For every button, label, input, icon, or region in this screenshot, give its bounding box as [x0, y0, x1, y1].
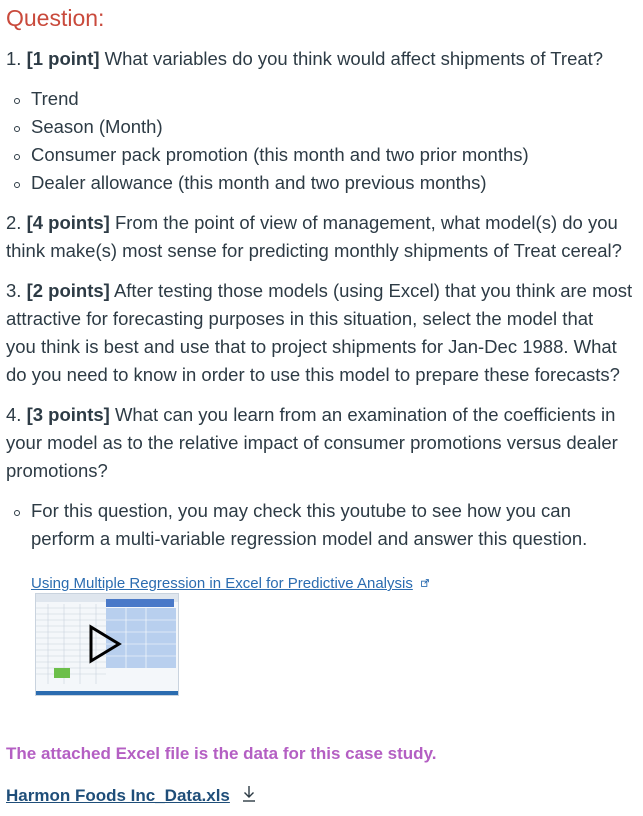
- video-thumbnail[interactable]: [35, 593, 179, 696]
- q4-bullet-text: For this question, you may check this youtube to see how you can: [31, 500, 571, 521]
- list-item: Dealer allowance (this month and two previous months): [6, 169, 636, 197]
- q4-text: What can you learn from an examination of the coefficients in: [114, 404, 616, 425]
- q3-number: 3.: [6, 280, 22, 301]
- question-3: [6, 277, 638, 389]
- video-link-row: [6, 568, 429, 596]
- question-heading: Question:: [6, 5, 105, 31]
- q1-points: [1 point]: [26, 48, 100, 69]
- play-icon: [88, 624, 122, 664]
- question-2: [6, 209, 638, 265]
- q2-number: 2.: [6, 212, 22, 233]
- q3-text-cont: you think is best and use that to project shipments for Jan-Dec 1988. What: [6, 336, 617, 357]
- q3-text: After testing those models (using Excel) that you think are most: [113, 280, 633, 301]
- q1-bullet-list: [6, 85, 636, 197]
- q1-text: What variables do you think would affect shipments of Treat?: [104, 48, 604, 69]
- q1-number: 1.: [6, 48, 22, 69]
- list-item: Trend: [6, 85, 636, 113]
- list-item: Consumer pack promotion (this month and two prior months): [6, 141, 636, 169]
- q3-text-cont: do you need to know in order to use this model to prepare these forecasts?: [6, 364, 620, 385]
- q2-text-cont: think make(s) most sense for predicting monthly shipments of Treat cereal?: [6, 240, 622, 261]
- q4-points: [3 points]: [26, 404, 110, 425]
- q4-bullet-text-cont: perform a multi-variable regression model and answer this question.: [31, 528, 588, 549]
- list-item: [6, 497, 638, 553]
- q2-text: From the point of view of management, what model(s) do you: [114, 212, 618, 233]
- list-item: Season (Month): [6, 113, 636, 141]
- external-link-icon: [421, 579, 429, 587]
- q2-points: [4 points]: [26, 212, 110, 233]
- q4-text-cont: your model as to the relative impact of consumer promotions versus dealer: [6, 432, 618, 453]
- youtube-video-link[interactable]: Using Multiple Regression in Excel for Predictive Analysis: [31, 575, 413, 592]
- question-1: [6, 45, 636, 197]
- question-4: [6, 401, 638, 553]
- excel-file-link[interactable]: Harmon Foods Inc_Data.xls: [6, 786, 230, 805]
- q4-text-cont: promotions?: [6, 460, 108, 481]
- attachment-note: The attached Excel file is the data for this case study.: [6, 744, 437, 763]
- q4-bullet-list: [6, 497, 638, 553]
- q3-text-cont: attractive for forecasting purposes in this situation, select the model that: [6, 308, 594, 329]
- q3-points: [2 points]: [26, 280, 110, 301]
- download-icon[interactable]: [242, 785, 256, 803]
- q4-number: 4.: [6, 404, 22, 425]
